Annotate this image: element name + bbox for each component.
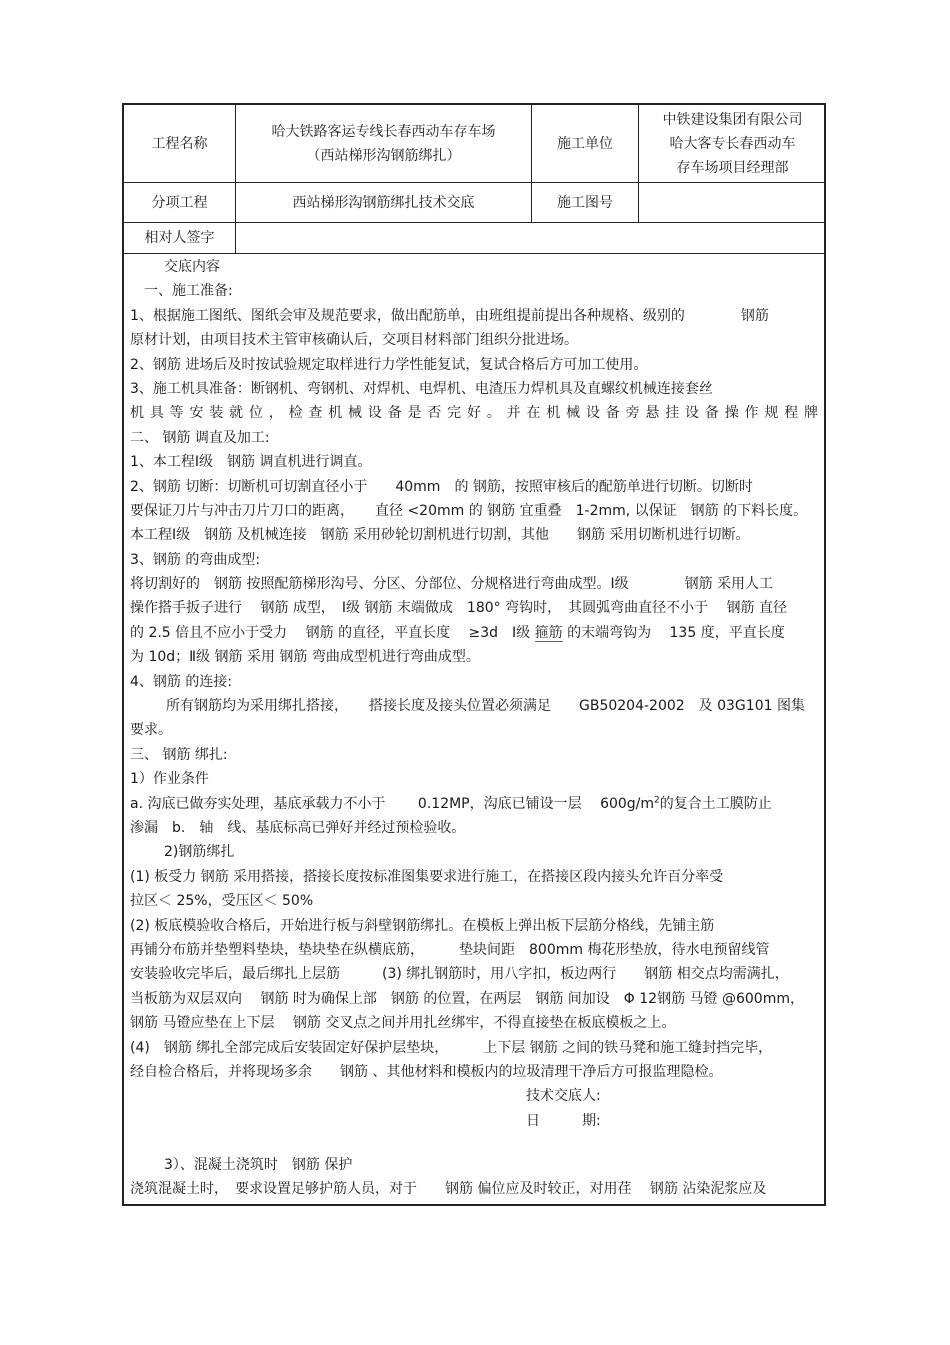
- disclosure-content: [130, 255, 818, 1202]
- signature-label: 相对人签字: [144, 230, 215, 246]
- text-span: 的复合土工膜防止: [659, 795, 772, 812]
- project-name-label: 工程名称: [151, 135, 208, 152]
- subsection-title: 2)钢筋绑扎: [164, 844, 235, 861]
- text-line: 要保证刀片与冲击刀片刀口的距离， 直径 <20mm 的 钢筋 宜重叠 1-2mm, 以保证 钢筋 的下料长度。: [130, 502, 808, 519]
- text-line: 钢筋 马镫应垫在上下层 钢筋 交叉点之间并用扎丝绑牢，不得直接垫在板底模板之上。: [130, 1015, 676, 1032]
- sub-project-label: 分项工程: [151, 194, 208, 211]
- row-divider: [124, 253, 824, 254]
- section-title: 二、 钢筋 调直及加工:: [130, 429, 270, 446]
- project-name-value: [236, 105, 531, 182]
- text-line: 操作搭手扳子进行 钢筋 成型， Ⅰ级 钢筋 末端做成 180° 弯钩时， 其圆弧弯曲直径不小于 钢筋 直径: [130, 600, 787, 617]
- text-line: 2、钢筋 进场后及时按试验规定取样进行力学性能复试，复试合格后方可加工使用。: [130, 356, 648, 373]
- text-line: 为 10d；Ⅱ级 钢筋 采用 钢筋 弯曲成型机进行弯曲成型。: [130, 649, 480, 666]
- text-line: 本工程Ⅰ级 钢筋 及机械连接 钢筋 采用砂轮切割机进行切割，其他 钢筋 采用切断机进行切断。: [130, 527, 750, 544]
- subsection-title: 3、钢筋 的弯曲成型:: [130, 551, 261, 568]
- superscript: 2: [654, 794, 660, 805]
- text-line: 1、根据施工图纸、图纸会审及规范要求，做出配筋单，由班组提前提出各种规格、级别的 钢筋: [130, 307, 769, 324]
- disclosure-form: [122, 103, 826, 1206]
- text-line: (4) 钢筋 绑扎全部完成后安装固定好保护层垫块， 上下层 钢筋 之间的铁马凳和施工缝封挡完毕，: [130, 1039, 773, 1056]
- drawing-no-label: 施工图号: [557, 194, 613, 211]
- text-line: 要求。: [130, 722, 172, 739]
- text-line: 将切割好的 钢筋 按照配筋梯形沟号、分区、分部位、分规格进行弯曲成型。Ⅰ级 钢筋 采用人工: [130, 576, 774, 593]
- text-line: 所有钢筋均为采用绑扎搭接， 搭接长度及接头位置必须满足 GB50204-2002 及 03G101 图集: [166, 698, 805, 715]
- content-title: 交底内容: [164, 259, 220, 275]
- text-line: (2) 板底模验收合格后，开始进行板与斜壁钢筋绑扎。在模板上弹出板下层筋分格线，先铺主筋: [130, 917, 715, 934]
- text-line: 拉区＜ 25%，受压区＜ 50%: [130, 893, 314, 910]
- text-line: 安装验收完毕后，最后绑扎上层筋 (3) 绑扎钢筋时，用八字扣，板边两行 钢筋 相交点均需满扎，: [130, 966, 789, 983]
- text-line: 经自检合格后，并将现场多余 钢筋 、其他材料和模板内的垃圾清理干净后方可报监理隐检。: [130, 1063, 723, 1080]
- text-line: 机具等安装就位，检查机械设备是否完好。并在机械设备旁悬挂设备操作规程牌: [130, 405, 818, 422]
- text-line: 渗漏 b. 轴 线、基底标高已弹好并经过预检验收。: [130, 819, 466, 836]
- text-line: 2、钢筋 切断：切断机可切割直径小于 40mm 的 钢筋，按照审核后的配筋单进行切断。切断时: [130, 478, 753, 495]
- text-line: 原材计划，由项目技术主管审核确认后，交项目材料部门组织分批进场。: [130, 332, 578, 349]
- construction-unit-line: 存车场项目经理部: [676, 159, 789, 176]
- construction-unit-value: [639, 105, 826, 182]
- text-line: 浇筑混凝土时， 要求设置足够护筋人员，对于 钢筋 偏位应及时较正，对用荏 钢筋 沾染泥浆应及: [130, 1181, 767, 1198]
- subsection-title: 3）、混凝土浇筑时 钢筋 保护: [164, 1157, 353, 1174]
- text-span: 的末端弯钩为 135 度，平直长度: [562, 624, 785, 641]
- signature-value: [236, 223, 826, 253]
- text-line: 当板筋为双层双向 钢筋 时为确保上部 钢筋 的位置，在两层 钢筋 间加设 Φ 12钢筋 马镫 @600mm，: [130, 990, 804, 1007]
- subsection-title: 4、钢筋 的连接:: [130, 673, 233, 690]
- text-span: 的 2.5 倍且不应小于受力 钢筋 的直径，平直长度 ≥3d Ⅰ级: [130, 624, 535, 641]
- project-name-line: （西站梯形沟钢筋绑扎）: [306, 147, 461, 164]
- underlined-term: 箍筋: [534, 624, 563, 641]
- text-line: [130, 621, 818, 645]
- project-name-line: 哈大铁路客运专线长春西动车存车场: [271, 123, 496, 140]
- section-title: 一、施工准备:: [144, 283, 233, 300]
- text-line: (1) 板受力 钢筋 采用搭接，搭接长度按标准图集要求进行施工，在搭接区段内接头允许百分率受: [130, 868, 724, 885]
- construction-unit-line: 中铁建设集团有限公司: [662, 111, 803, 128]
- text-line: 1、本工程Ⅰ级 钢筋 调直机进行调直。: [130, 454, 372, 471]
- section-title: 三、 钢筋 绑扎:: [130, 746, 228, 763]
- text-line: 3、施工机具准备：断钢机、弯钢机、对焊机、电焊机、电渣压力焊机具及直螺纹机械连接套丝: [130, 380, 713, 397]
- construction-unit-label: 施工单位: [557, 135, 613, 152]
- text-line: 再铺分布筋并垫塑料垫块，垫块垫在纵横底筋， 垫块间距 800mm 梅花形垫放，待水电预留线管: [130, 941, 770, 958]
- signature-date-label: 日 期:: [526, 1112, 601, 1129]
- subsection-title: 1）作业条件: [130, 771, 209, 788]
- signature-person-label: 技术交底人:: [526, 1088, 601, 1105]
- text-span: a. 沟底已做夯实处理，基底承载力不小于 0.12MP，沟底已铺设一层 600g/m: [130, 795, 655, 812]
- construction-unit-line: 哈大客专长春西动车: [669, 135, 796, 152]
- sub-project-value: 西站梯形沟钢筋绑扎技术交底: [292, 194, 475, 211]
- text-line: [130, 792, 818, 816]
- drawing-no-value: [639, 183, 826, 222]
